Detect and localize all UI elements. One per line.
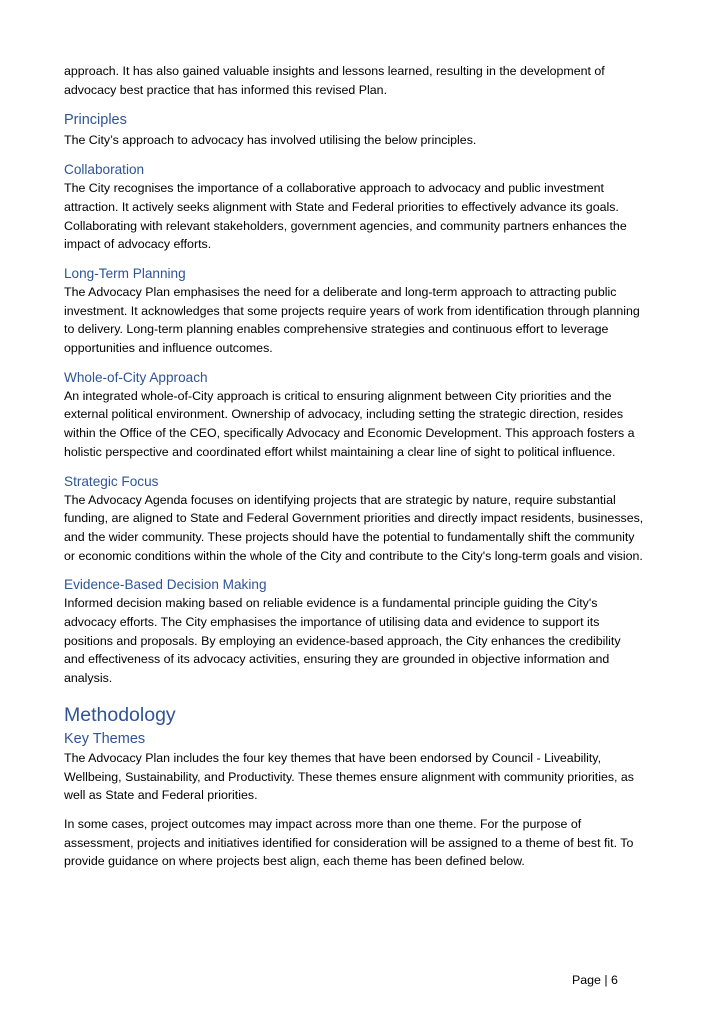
key-themes-paragraph-2: In some cases, project outcomes may impact across more than one theme. For the purpose of assessment, projects and initiatives identified for consideration will be assigned to a theme of best fit. To provide guidance on where projects best align, each theme has been defined below. xyxy=(64,816,634,869)
evidence-based-paragraph: Informed decision making based on reliable evidence is a fundamental principle guiding the City's advocacy efforts. The City emphasises the importance of utilising data and evidence to support its positions and proposals. By employing an evidence-based approach, the City enhances the credibility and effectiveness of its advocacy activities, ensuring they are grounded in objective information and analysis. xyxy=(64,596,621,686)
long-term-planning-heading: Long-Term Planning xyxy=(64,265,186,281)
long-term-planning-paragraph: The Advocacy Plan emphasises the need for a deliberate and long-term approach to attracting public investment. It acknowledges that some projects require years of work from identification through planning to delivery. Long-term planning enables comprehensive strategies and continuous effort to leverage opportunities and influence outcomes. xyxy=(64,284,640,356)
evidence-based-heading: Evidence-Based Decision Making xyxy=(64,577,267,593)
principles-heading: Principles xyxy=(64,112,127,129)
key-themes-heading: Key Themes xyxy=(64,730,146,747)
whole-of-city-paragraph: An integrated whole-of-City approach is critical to ensuring alignment between City priorities and the external political environment. Ownership of advocacy, including setting the strategic direction, resides within the Office of the CEO, specifically Advocacy and Economic Development. This approach fosters a holistic perspective and coordinated effort whilst maintaining a clear line of sight to political influence. xyxy=(64,388,635,459)
whole-of-city-heading: Whole-of-City Approach xyxy=(64,369,208,385)
strategic-focus-heading: Strategic Focus xyxy=(64,473,159,489)
principles-intro: The City’s approach to advocacy has involved utilising the below principles. xyxy=(64,133,477,148)
collaboration-heading: Collaboration xyxy=(64,162,145,178)
document-page xyxy=(64,62,644,871)
key-themes-paragraph-1: The Advocacy Plan includes the four key themes that have been endorsed by Council - Liveability, Wellbeing, Sustainability, and Productivity. These themes ensure alignment with community priorities, as well as State and Federal priorities. xyxy=(64,750,635,803)
strategic-focus-paragraph: The Advocacy Agenda focuses on identifying projects that are strategic by nature, require substantial funding, are aligned to State and Federal Government priorities and directly impact residents, businesses, and the wider community. These projects should have the potential to fundamentally shift the community or economic conditions within the whole of the City and contribute to the City's long-term goals and vision. xyxy=(64,492,644,563)
methodology-heading: Methodology xyxy=(64,703,176,726)
intro-paragraph: approach. It has also gained valuable insights and lessons learned, resulting in the development of advocacy best practice that has informed this revised Plan. xyxy=(64,64,605,97)
collaboration-paragraph: The City recognises the importance of a collaborative approach to advocacy and public investment attraction. It actively seeks alignment with State and Federal priorities to effectively advance its goals. Collaborating with relevant stakeholders, government agencies, and community partners enhances the impact of advocacy efforts. xyxy=(64,181,627,252)
page-number: Page | 6 xyxy=(572,973,618,987)
